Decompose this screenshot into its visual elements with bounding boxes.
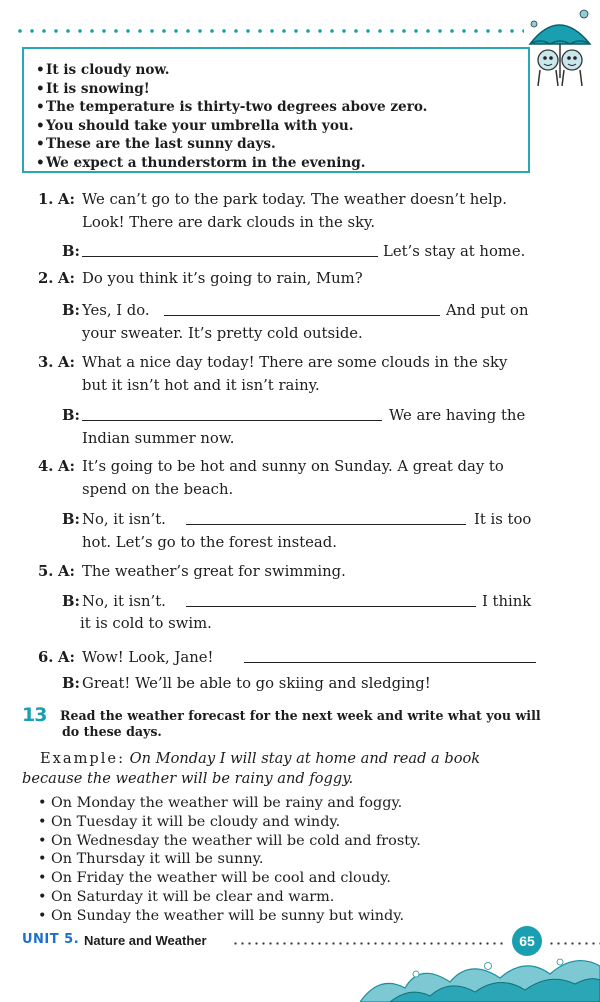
line-b: We are having the <box>389 407 526 424</box>
line-b: It is too <box>474 511 532 528</box>
phrase-item: •We expect a thunderstorm in the evening. <box>36 154 366 171</box>
speaker-a: A: <box>58 458 75 475</box>
answer-blank[interactable] <box>186 606 476 607</box>
unit-title: Nature and Weather <box>84 933 207 948</box>
page-footer <box>22 930 600 954</box>
dialogue-number: 5. <box>38 563 54 580</box>
example-block <box>18 749 578 789</box>
line-b: Indian summer now. <box>82 430 235 447</box>
list-item: • On Wednesday the weather will be cold and frosty. <box>38 832 421 849</box>
dialogue-number: 3. <box>38 354 54 371</box>
speaker-b: B: <box>62 511 80 528</box>
line-a: but it isn’t hot and it isn’t rainy. <box>82 377 320 394</box>
speaker-b: B: <box>62 302 80 319</box>
task-number: 13 <box>22 704 47 726</box>
line-b: Yes, I do. <box>82 302 150 319</box>
line-b: No, it isn’t. <box>82 593 166 610</box>
line-a: It’s going to be hot and sunny on Sunday. A great day to <box>82 458 504 475</box>
example-label: Example: <box>40 750 125 767</box>
speaker-b: B: <box>62 243 80 260</box>
line-b: Let’s stay at home. <box>383 243 526 260</box>
speaker-b: B: <box>62 407 80 424</box>
list-item: • On Saturday it will be clear and warm. <box>38 888 335 905</box>
answer-blank[interactable] <box>186 524 466 525</box>
line-a: What a nice day today! There are some clouds in the sky <box>82 354 508 371</box>
unit-badge: UNIT 5. <box>22 932 80 947</box>
list-item: • On Thursday it will be sunny. <box>38 851 264 868</box>
top-dotted-line <box>14 29 524 33</box>
dialogue-number: 4. <box>38 458 54 475</box>
line-b: Great! We’ll be able to go skiing and sledging! <box>82 675 431 692</box>
speaker-a: A: <box>58 191 75 208</box>
example-text: because the weather will be rainy and foggy. <box>22 770 354 787</box>
phrase-box <box>22 47 530 173</box>
line-a: Look! There are dark clouds in the sky. <box>82 214 376 231</box>
answer-blank[interactable] <box>82 420 382 421</box>
dialogue-number: 2. <box>38 270 54 287</box>
speaker-b: B: <box>62 675 80 692</box>
line-b: I think <box>482 593 532 610</box>
phrase-item: •It is snowing! <box>36 80 150 97</box>
footer-dotted-line <box>548 942 600 945</box>
line-b: your sweater. It’s pretty cold outside. <box>82 325 363 342</box>
line-b: And put on <box>446 302 529 319</box>
answer-blank[interactable] <box>244 662 536 663</box>
phrase-item: •You should take your umbrella with you. <box>36 117 354 134</box>
list-item: • On Monday the weather will be rainy and foggy. <box>38 795 403 811</box>
list-item: • On Sunday the weather will be sunny but windy. <box>38 907 405 924</box>
dialogue-number: 1. <box>38 191 54 208</box>
dialogue-number: 6. <box>38 649 54 666</box>
answer-blank[interactable] <box>164 315 440 316</box>
speaker-b: B: <box>62 593 80 610</box>
umbrella-mascot-icon <box>520 4 598 92</box>
line-b: it is cold to swim. <box>80 615 212 632</box>
speaker-a: A: <box>58 563 75 580</box>
phrase-item: •The temperature is thirty-two degrees above zero. <box>36 99 428 115</box>
line-a: The weather’s great for swimming. <box>82 563 346 580</box>
speaker-a: A: <box>58 649 75 666</box>
forecast-list <box>38 794 518 926</box>
line-b: hot. Let’s go to the forest instead. <box>82 534 337 551</box>
task-instruction: Read the weather forecast for the next week and write what you will do these days. <box>60 708 541 739</box>
phrase-item: •It is cloudy now. <box>36 62 170 78</box>
line-a: Wow! Look, Jane! <box>82 649 214 666</box>
page-number: 65 <box>512 926 542 956</box>
line-b: No, it isn’t. <box>82 511 166 528</box>
footer-dotted-line <box>232 942 506 945</box>
example-text: On Monday I will stay at home and read a book <box>129 750 481 767</box>
line-a: spend on the beach. <box>82 481 234 498</box>
waves-decoration-icon <box>360 952 600 1002</box>
line-a: We can’t go to the park today. The weather doesn’t help. <box>82 191 507 208</box>
list-item: • On Friday the weather will be cool and cloudy. <box>38 870 391 887</box>
speaker-a: A: <box>58 270 75 287</box>
speaker-a: A: <box>58 354 75 371</box>
line-a: Do you think it’s going to rain, Mum? <box>82 270 363 287</box>
list-item: • On Tuesday it will be cloudy and windy. <box>38 813 341 830</box>
answer-blank[interactable] <box>82 256 378 257</box>
phrase-item: •These are the last sunny days. <box>36 136 276 152</box>
